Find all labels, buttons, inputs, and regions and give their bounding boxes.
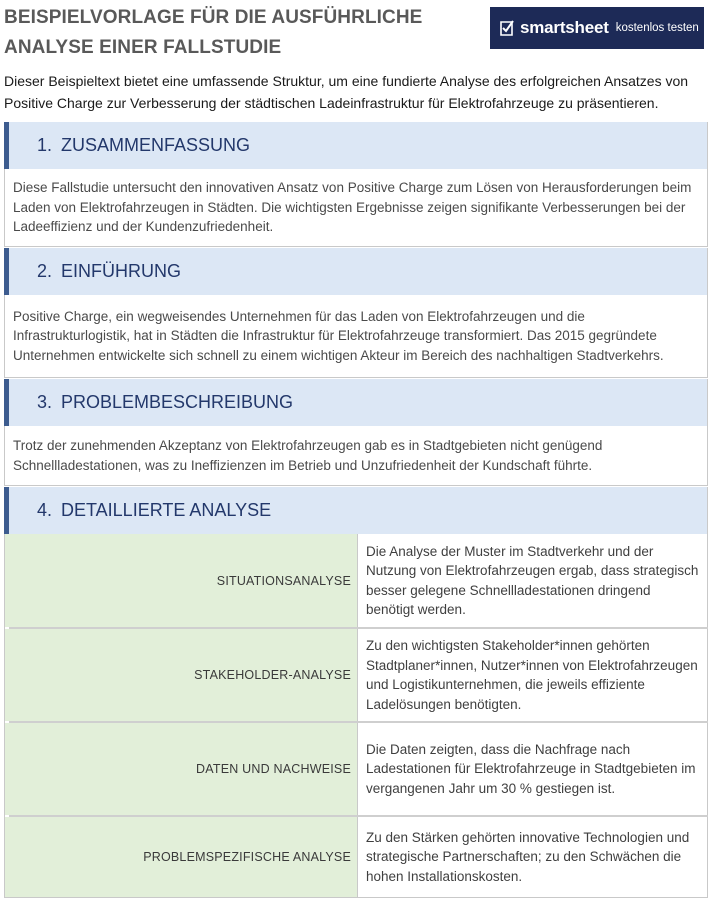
analysis-table: [4, 534, 708, 898]
analysis-text: Die Analyse der Muster im Stadtverkehr und der Nutzung von Elektrofahrzeugen ergab, dass strategisch besser gelegene Schnellladestationen dringend benötigt werden.: [366, 543, 699, 617]
section-body-introduction: Positive Charge, ein wegweisendes Unternehmen für das Laden von Elektrofahrzeugen und die Infrastrukturlogistik, hat in Städten die Infrastruktur für Elektrofahrzeuge transformiert. Das 2015 gegründete Unternehmen entwickelte sich schnell zu einem wichtigen Akteur im Bereich des nachhaltigen Stadtverkehrs.: [4, 295, 708, 378]
smartsheet-trial-banner[interactable]: [490, 7, 704, 49]
analysis-text: Zu den wichtigsten Stakeholder*innen gehörten Stadtplaner*innen, Nutzer*innen von Elektrofahrzeugen und Logistikunternehmen, die jeweils effiziente Ladelösungen benötigten.: [366, 638, 698, 712]
analysis-label: SITUATIONSANALYSE: [5, 534, 358, 627]
section-body-problem: Trotz der zunehmenden Akzeptanz von Elektrofahrzeugen gab es in Stadtgebieten nicht genügend Schnellladestationen, was zu Ineffizienzen im Betrieb und Unzufriedenheit der Kundschaft führte.: [4, 426, 708, 486]
section-header-introduction: [4, 248, 708, 295]
section-number: 4.: [37, 500, 53, 520]
analysis-label: DATEN UND NACHWEISE: [5, 723, 358, 815]
table-row: [5, 629, 708, 721]
table-row: [5, 534, 708, 627]
free-trial-link[interactable]: kostenlos testen: [615, 22, 699, 34]
smartsheet-logo-icon: [500, 20, 514, 37]
section-title: EINFÜHRUNG: [61, 261, 181, 281]
section-title: PROBLEMBESCHREIBUNG: [61, 392, 294, 412]
analysis-text: Zu den Stärken gehörten innovative Technologien und strategische Partnerschaften; zu den Schwächen die hohen Installationskosten.: [366, 829, 690, 884]
table-row: [5, 723, 708, 815]
section-header-problem: [4, 379, 708, 426]
analysis-label: STAKEHOLDER-ANALYSE: [5, 629, 358, 721]
analysis-text: Die Daten zeigten, dass die Nachfrage nach Ladestationen für Elektrofahrzeuge in Stadtgebieten im vergangenen Jahr um 30 % gestiegen ist.: [366, 741, 696, 796]
table-row: [5, 817, 708, 897]
page-header: [0, 0, 711, 66]
analysis-label: PROBLEMSPEZIFISCHE ANALYSE: [5, 817, 358, 897]
section-number: 2.: [37, 261, 53, 281]
section-number: 3.: [37, 392, 53, 412]
page-title: BEISPIELVORLAGE FÜR DIE AUSFÜHRLICHE ANALYSE EINER FALLSTUDIE: [4, 7, 423, 58]
section-number: 1.: [37, 135, 53, 155]
intro-text: Dieser Beispieltext bietet eine umfassende Struktur, um eine fundierte Analyse des erfolgreichen Ansatzes von Positive Charge zur Verbesserung der städtischen Ladeinfrastruktur für Elektrofahrzeuge zu präsentieren.: [4, 73, 689, 111]
brand-name: smartsheet: [520, 18, 609, 37]
section-title: DETAILLIERTE ANALYSE: [61, 500, 272, 520]
section-body-summary: Diese Fallstudie untersucht den innovativen Ansatz von Positive Charge zum Lösen von Herausforderungen beim Laden von Elektrofahrzeugen in Städten. Die wichtigsten Ergebnisse zeigen signifikante Verbesserungen bei der Ladeeffizienz und der Kundenzufriedenheit.: [4, 169, 708, 247]
section-header-analysis: [4, 487, 708, 534]
section-header-summary: [4, 122, 708, 169]
section-title: ZUSAMMENFASSUNG: [61, 135, 251, 155]
